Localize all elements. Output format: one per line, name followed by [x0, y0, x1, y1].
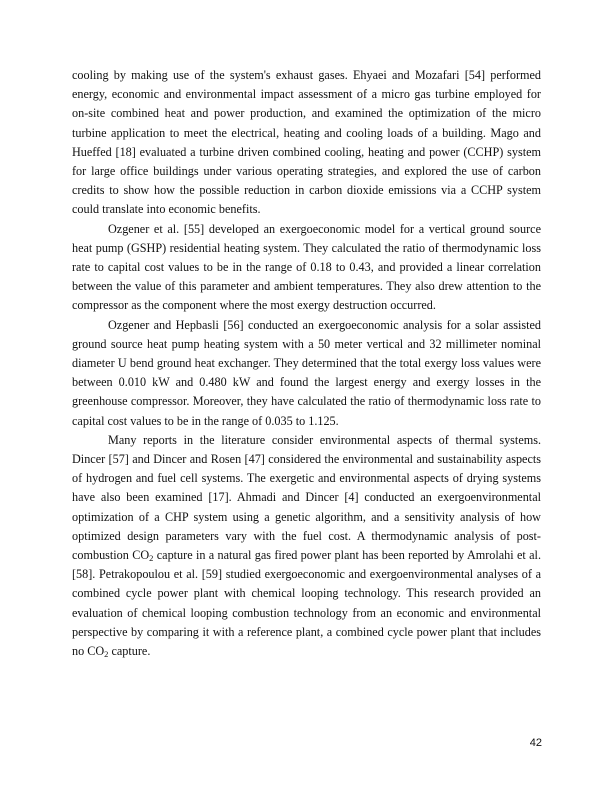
subscript-co2-2: 2 — [104, 649, 109, 660]
paragraph-4-text-2: capture in a natural gas fired power plant has been reported by Amrolahi et al. [58]. Petrakopoulou et al. [59] studied exergoeconomic and exergoenvironmental analyses of a combined cycle power plant with chemical looping technology. This research provided an evaluation of chemical looping combustion technology from an economic and environmental perspective by comparing it with a reference plant, a combined cycle power plant that includes no CO — [72, 548, 541, 659]
paragraph-4 — [72, 431, 541, 661]
paragraph-1: cooling by making use of the system's exhaust gases. Ehyaei and Mozafari [54] performed energy, economic and environmental impact assessment of a micro gas turbine employed for on-site combined heat and power production, and examined the optimization of the micro turbine application to meet the electrical, heating and cooling loads of a building. Mago and Hueffed [18] evaluated a turbine driven combined cooling, heating and power (CCHP) system for large office buildings under various operating strategies, and explored the use of carbon credits to show how the possible reduction in carbon dioxide emissions via a CCHP system could translate into economic benefits. — [72, 68, 541, 217]
page-number: 42 — [529, 737, 542, 749]
body-text — [72, 66, 541, 661]
paragraph-4-text-1: Many reports in the literature consider environmental aspects of thermal systems. Dincer [57] and Dincer and Rosen [47] considered the environmental and sustainability aspects of hydrogen and fuel cell systems. The exergetic and environmental aspects of drying systems have also been examined [17]. Ahmadi and Dincer [4] conducted an exergoenvironmental optimization of a CHP system using a genetic algorithm, and a sensitivity analysis of how optimized design parameters vary with the fuel cost. A thermodynamic analysis of post-combustion CO — [72, 432, 541, 563]
paragraph-3: Ozgener and Hepbasli [56] conducted an exergoeconomic analysis for a solar assisted ground source heat pump heating system with a 50 meter vertical and 32 millimeter nominal diameter U bend ground heat exchanger. They determined that the total exergy loss values were between 0.010 kW and 0.480 kW and found the largest energy and exergy losses in the greenhouse compressor. Moreover, they have calculated the ratio of thermodynamic loss rate to capital cost values to be in the range of 0.035 to 1.125. — [72, 317, 541, 428]
paragraph-4-text-3: capture. — [108, 644, 151, 659]
paragraph-2: Ozgener et al. [55] developed an exergoeconomic model for a vertical ground source heat pump (GSHP) residential heating system. They calculated the ratio of thermodynamic loss rate to capital cost values to be in the range of 0.18 to 0.43, and provided a linear correlation between the value of this parameter and ambient temperatures. They also drew attention to the compressor as the component where the most exergy destruction occurred. — [72, 221, 541, 313]
subscript-co2-1: 2 — [149, 553, 154, 564]
